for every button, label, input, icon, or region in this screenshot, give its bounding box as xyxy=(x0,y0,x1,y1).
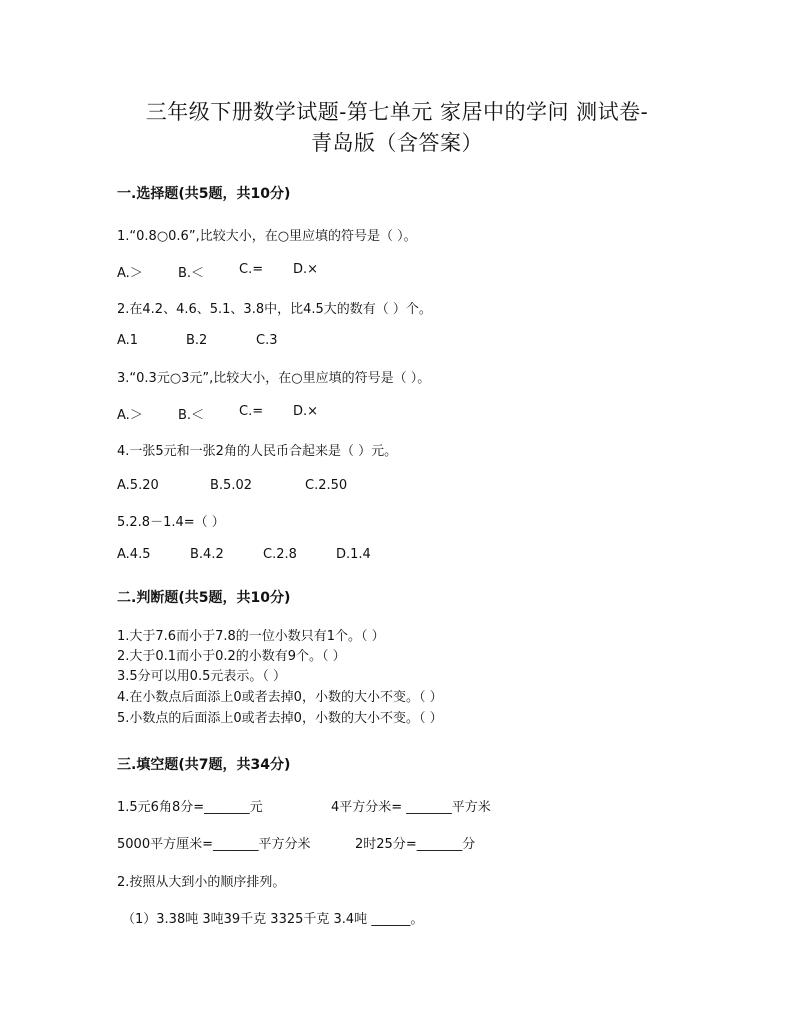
q2-option-b: B.2 xyxy=(186,333,208,348)
q2-option-c: C.3 xyxy=(256,333,278,348)
q2-option-a: A.1 xyxy=(117,333,139,348)
q3-option-a: A.＞ xyxy=(117,408,143,423)
judgment-item-1: 1.大于7.6而小于7.8的一位小数只有1个。（ ） xyxy=(117,629,385,644)
q5-option-c: C.2.8 xyxy=(263,547,297,562)
q5-option-b: B.4.2 xyxy=(190,547,224,562)
q1-option-c: C.= xyxy=(239,262,264,277)
question-4: 4.一张5元和一张2角的人民币合起来是（ ）元。 xyxy=(117,444,398,459)
judgment-item-5: 5.小数点的后面添上0或者去掉0，小数的大小不变。（ ） xyxy=(117,711,443,726)
fill-question-1c: 5000平方厘米=_______平方分米 xyxy=(117,837,311,852)
question-1: 1.“0.8○0.6”,比较大小，在○里应填的符号是（ ）。 xyxy=(117,229,417,244)
fill-question-2: 2.按照从大到小的顺序排列。 xyxy=(117,875,286,890)
fill-question-2-part-1: （1）3.38吨 3吨39千克 3325千克 3.4吨 ______。 xyxy=(122,912,424,927)
q4-option-b: B.5.02 xyxy=(210,478,252,493)
section-heading-choice: 一.选择题(共5题，共10分) xyxy=(117,186,291,202)
page-title-line1: 三年级下册数学试题-第七单元 家居中的学问 测试卷- xyxy=(145,100,649,124)
fill-question-1b: 4平方分米= _______平方米 xyxy=(331,800,491,815)
q4-option-a: A.5.20 xyxy=(117,478,159,493)
judgment-item-2: 2.大于0.1而小于0.2的小数有9个。（ ） xyxy=(117,649,346,664)
q5-option-d: D.1.4 xyxy=(336,547,371,562)
section-heading-judgment: 二.判断题(共5题，共10分) xyxy=(117,590,291,606)
page-title-line2: 青岛版（含答案） xyxy=(311,131,483,155)
question-2: 2.在4.2、4.6、5.1、3.8中，比4.5大的数有（ ）个。 xyxy=(117,302,432,317)
fill-question-1a: 1.5元6角8分=_______元 xyxy=(117,800,263,815)
q1-option-b: B.＜ xyxy=(178,266,205,281)
q3-option-d: D.× xyxy=(293,404,319,419)
judgment-item-3: 3.5分可以用0.5元表示。（ ） xyxy=(117,669,286,684)
question-3: 3.“0.3元○3元”,比较大小，在○里应填的符号是（ ）。 xyxy=(117,371,431,386)
section-heading-fill: 三.填空题(共7题，共34分) xyxy=(117,757,291,773)
q1-option-a: A.＞ xyxy=(117,266,143,281)
q5-option-a: A.4.5 xyxy=(117,547,151,562)
q1-option-d: D.× xyxy=(293,262,319,277)
q4-option-c: C.2.50 xyxy=(305,478,348,493)
q3-option-b: B.＜ xyxy=(178,408,205,423)
fill-question-1d: 2时25分=_______分 xyxy=(355,837,476,852)
q3-option-c: C.= xyxy=(239,404,264,419)
judgment-item-4: 4.在小数点后面添上0或者去掉0，小数的大小不变。（ ） xyxy=(117,690,443,705)
question-5: 5.2.8－1.4=（ ） xyxy=(117,515,225,530)
